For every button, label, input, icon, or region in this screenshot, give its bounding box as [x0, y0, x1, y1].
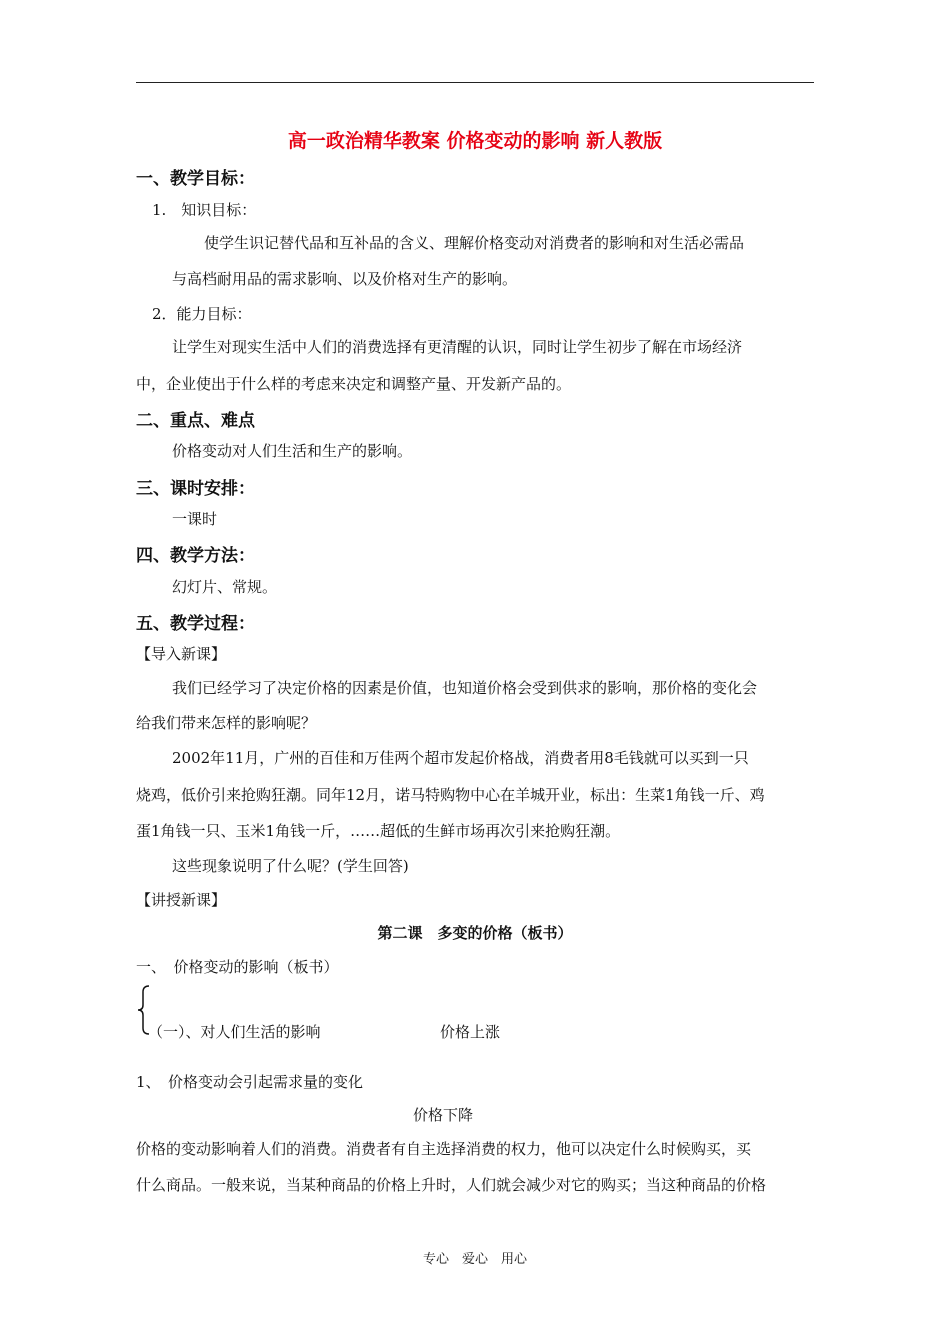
teaching-method-text: 幻灯片、常规。 — [172, 578, 278, 596]
sub1-heading: （一）、对人们生活的影响 — [148, 1023, 321, 1041]
price-up-label: 价格上涨 — [440, 1023, 501, 1041]
key-points-text: 价格变动对人们生活和生产的影响。 — [172, 442, 413, 460]
case-line3: 蛋1角钱一只、玉米1角钱一斤，……超低的生鲜市场再次引来抢购狂潮。 — [136, 822, 621, 840]
heading-class-hours: 三、课时安排： — [136, 479, 255, 499]
intro-line1: 我们已经学习了决定价格的因素是价值，也知道价格会受到供求的影响，那价格的变化会 — [172, 679, 758, 697]
heading-teaching-goals: 一、教学目标： — [136, 169, 255, 189]
goal2-line2: 中，企业使出于什么样的考虑来决定和调整产量、开发新产品的。 — [136, 375, 572, 393]
intro-line2: 给我们带来怎样的影响呢？ — [136, 714, 317, 732]
intro-tag: 【导入新课】 — [136, 645, 227, 663]
heading-teaching-process: 五、教学过程： — [136, 614, 255, 634]
question-text: 这些现象说明了什么呢？(学生回答) — [172, 857, 409, 875]
header-rule — [136, 82, 814, 83]
lesson-title: 第二课 多变的价格（板书） — [377, 924, 573, 942]
class-hours-text: 一课时 — [172, 510, 218, 528]
point1-text: 1、 价格变动会引起需求量的变化 — [136, 1073, 364, 1091]
goal2-line1: 让学生对现实生活中人们的消费选择有更清醒的认识，同时让学生初步了解在市场经济 — [172, 338, 743, 356]
case-line1: 2002年11月，广州的百佳和万佳两个超市发起价格战，消费者用8毛钱就可以买到一只 — [172, 749, 749, 767]
paragraph-line2: 什么商品。一般来说，当某种商品的价格上升时，人们就会减少对它的购买；当这种商品的价格 — [136, 1176, 767, 1194]
goal2-label: 2．能力目标： — [152, 305, 252, 323]
goal1-line2: 与高档耐用品的需求影响、以及价格对生产的影响。 — [172, 270, 518, 288]
goal1-line1: 使学生识记替代品和互补品的含义、理解价格变动对消费者的影响和对生活必需品 — [204, 234, 745, 252]
case-line2: 烧鸡，低价引来抢购狂潮。同年12月，诺马特购物中心在羊城开业，标出：生菜1角钱一斤、鸡 — [136, 786, 765, 804]
heading-key-points: 二、重点、难点 — [136, 411, 255, 431]
section1-heading: 一、 价格变动的影响（板书） — [136, 958, 339, 976]
price-down-label: 价格下降 — [413, 1106, 474, 1124]
page-footer: 专心 爱心 用心 — [422, 1252, 527, 1267]
document-title: 高一政治精华教案 价格变动的影响 新人教版 — [287, 130, 663, 152]
heading-teaching-method: 四、教学方法： — [136, 546, 255, 566]
paragraph-line1: 价格的变动影响着人们的消费。消费者有自主选择消费的权力，他可以决定什么时候购买，买 — [136, 1140, 752, 1158]
lecture-tag: 【讲授新课】 — [136, 891, 227, 909]
goal1-label: 1. 知识目标： — [152, 201, 257, 219]
